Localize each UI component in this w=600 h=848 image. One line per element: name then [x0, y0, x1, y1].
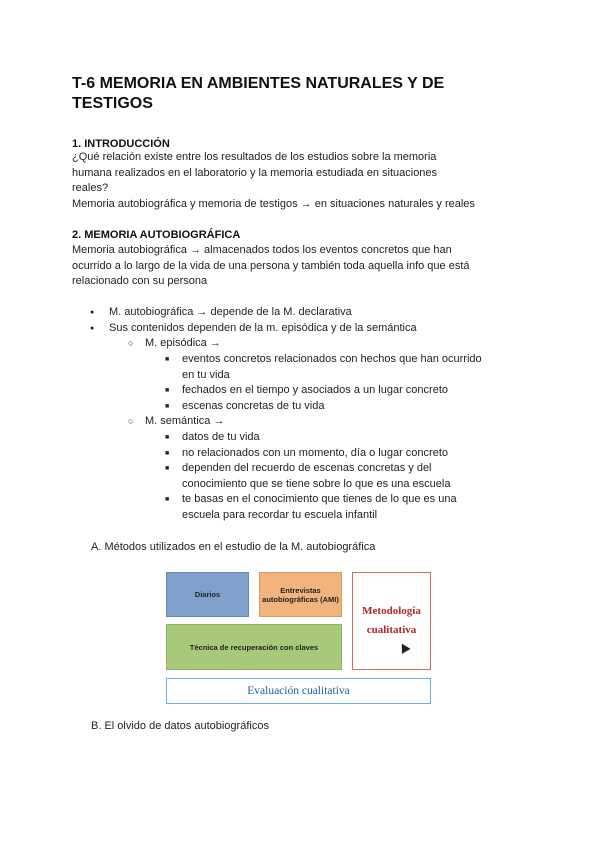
- list-item: fechados en el tiempo y asociados a un lugar concreto: [182, 384, 448, 396]
- list-item: dependen del recuerdo de escenas concretas y del: [182, 462, 432, 474]
- list-item: no relacionados con un momento, día o lugar concreto: [182, 447, 448, 459]
- evaluacion-box: Evaluación cualitativa: [166, 678, 431, 704]
- bullet-square-icon: ■: [165, 356, 170, 363]
- subheading-a: A. Métodos utilizados en el estudio de la M. autobiográfica: [91, 541, 376, 553]
- paragraph-line: relacionado con su persona: [72, 275, 208, 287]
- paragraph-line: humana realizados en el laboratorio y la memoria estudiada en situaciones: [72, 166, 438, 179]
- metodologia-line-1: Metodología: [362, 605, 421, 617]
- paragraph-line: reales?: [72, 182, 109, 194]
- list-item: M. episódica →: [145, 337, 221, 349]
- tecnica-box: Técnica de recuperación con claves: [166, 624, 342, 670]
- methods-diagram: [166, 571, 434, 706]
- list-item: escenas concretas de tu vida: [182, 400, 325, 412]
- metodologia-box: [352, 572, 431, 670]
- section-heading-introduccion: 1. INTRODUCCIÓN: [72, 138, 170, 150]
- bullet-square-icon: ■: [165, 387, 170, 394]
- list-item: eventos concretos relacionados con hechos que han ocurrido: [182, 353, 482, 365]
- list-item: te basas en el conocimiento que tienes de lo que es una: [182, 493, 457, 505]
- list-item-continuation: escuela para recordar tu escuela infantil: [182, 508, 378, 521]
- paragraph-line: Memoria autobiográfica → almacenados todos los eventos concretos que han: [72, 244, 452, 256]
- list-item: M. semántica →: [145, 415, 225, 427]
- section-heading-memoria-autobiografica: 2. MEMORIA AUTOBIOGRÁFICA: [72, 229, 241, 241]
- bullet-disc-icon: ●: [90, 325, 95, 332]
- paragraph-line: ¿Qué relación existe entre los resultados de los estudios sobre la memoria: [72, 151, 437, 163]
- bullet-disc-icon: ●: [90, 309, 95, 316]
- list-item-continuation: conocimiento que se tiene sobre lo que es una escuela: [182, 477, 451, 490]
- list-item: M. autobiográfica → depende de la M. declarativa: [109, 306, 352, 318]
- bullet-square-icon: ■: [165, 403, 170, 410]
- bullet-circle-icon: ○: [128, 416, 134, 426]
- ami-box: Entrevistas autobiográficas (AMI): [259, 572, 342, 617]
- list-item: Sus contenidos dependen de la m. episódica y de la semántica: [109, 322, 417, 334]
- paragraph-line: Memoria autobiográfica y memoria de testigos → en situaciones naturales y reales: [72, 197, 475, 210]
- bullet-square-icon: ■: [165, 496, 170, 503]
- subheading-b: B. El olvido de datos autobiográficos: [91, 720, 269, 732]
- bullet-circle-icon: ○: [128, 338, 134, 348]
- page-title: T-6 MEMORIA EN AMBIENTES NATURALES Y DE TESTIGOS: [72, 75, 445, 112]
- bullet-square-icon: ■: [165, 450, 170, 457]
- diarios-box: Diarios: [166, 572, 249, 617]
- metodologia-line-2: cualitativa: [366, 624, 417, 636]
- list-item: datos de tu vida: [182, 431, 260, 443]
- bullet-square-icon: ■: [165, 465, 170, 472]
- list-item-continuation: en tu vida: [182, 368, 230, 381]
- bullet-square-icon: ■: [165, 434, 170, 441]
- paragraph-line: ocurrido a lo largo de la vida de una persona y también toda aquella info que está: [72, 259, 470, 272]
